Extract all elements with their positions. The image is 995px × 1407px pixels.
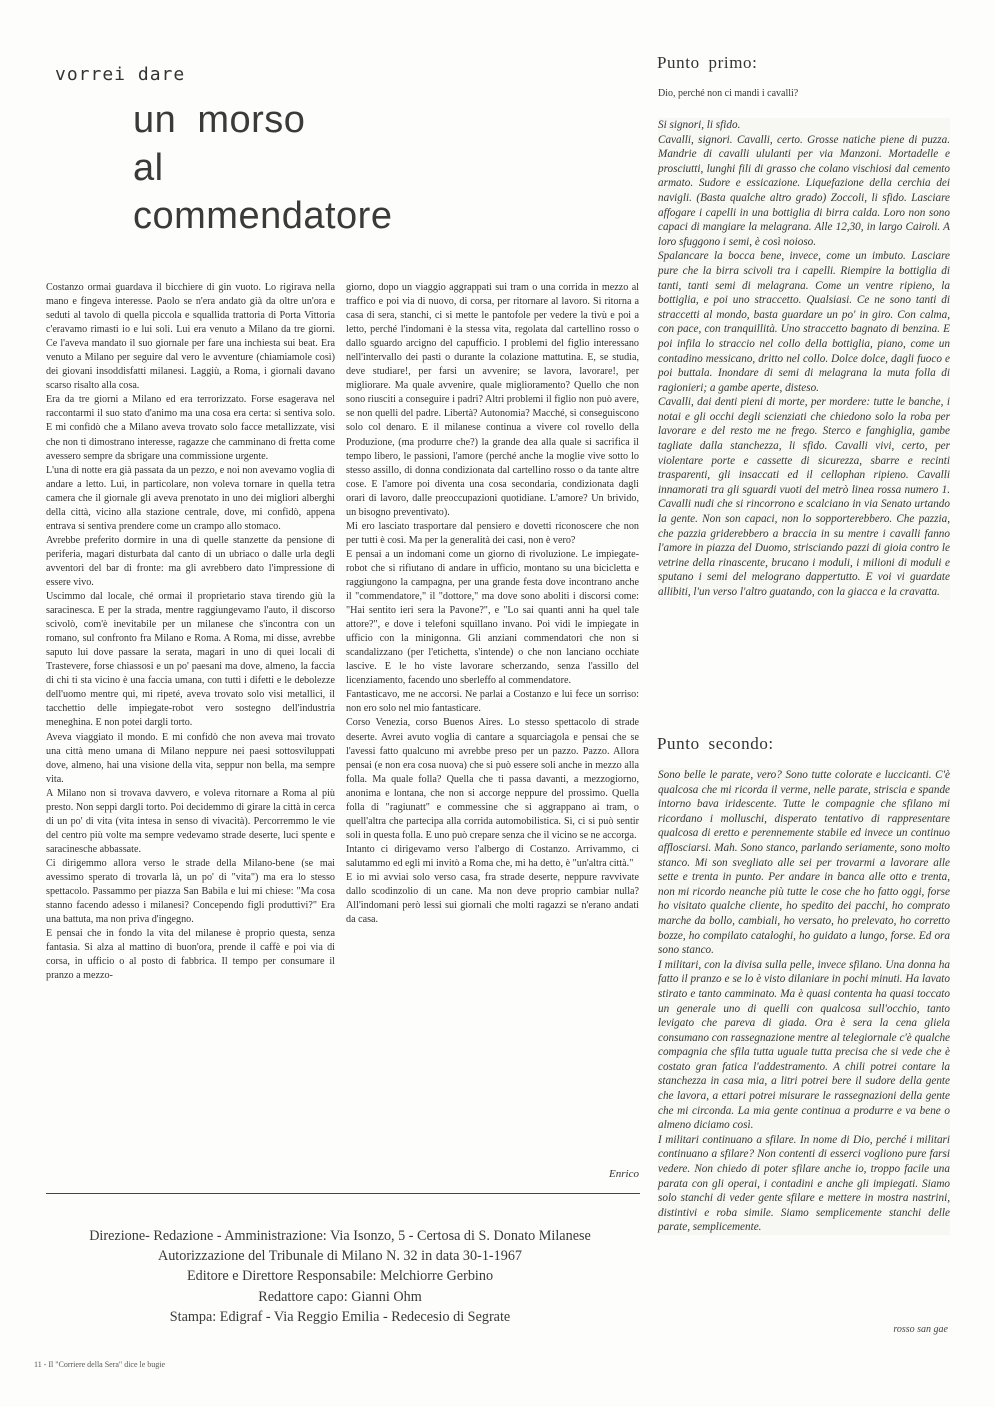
masthead-line: Redattore capo: Gianni Ohm: [258, 1288, 422, 1305]
section-subheading: Dio, perché non ci mandi i cavalli?: [658, 88, 799, 99]
article-paragraph: E pensai che in fondo la vita del milanese è proprio questa, senza fantasia. Si alza al mattino di buon'ora, prende il caffè e poi via di corsa, in ufficio o al posto di fabbrica. Il tempo per consumare il pranzo a mezzo-: [46, 928, 335, 982]
article-paragraph: L'una di notte era già passata da un pezzo, e noi non avevamo voglia di andare a letto. Lui, in particolare, non voleva tornare in quella tetra camera che il giornale gli aveva prenotato in uno dei migliori alberghi della città, vicino alla stazione centrale, dove, mi confidò, appena entrava si sentiva prendere come un crampo allo stomaco.: [46, 464, 335, 532]
sidebar-paragraph: Cavalli, dai denti pieni di morte, per mordere: tutte le banche, i notai e gli occhi degli scienziati che chiedono solo la roba per lavorare e del resto me ne frego. Sterco e fanghiglia, gambe tagliate dalla stanchezza, li sfido. Cavalli vivi, certo, per violentare porte e cassette di sicurezza, sbarre e recinti trasparenti, gli insaccati ed il cellophan ripieno. Cavalli innamorati tra gli sguardi vuoti del metrò linea rossa numero 1. Cavalli nudi che si rincorrono e scalciano in via Senato urtando la gente. Non son capaci, non lo sopporterebbero. Che pazzia, che pazzia griderebbero a braccia in su mentre i cavalli fanno l'amore in piazza del Duomo, strisciando pazzi di gioia contro le vetrine della rinascente, brucano i moduli, i milioni di moduli e sputano i semi del melograno dappertutto. E voi vi guardate allibiti, l'un verso l'altro guatando, con la giacca e la cravatta.: [658, 396, 950, 598]
masthead-credits: [40, 1226, 640, 1327]
sidebar-paragraph: Spalancare la bocca bene, invece, come un imbuto. Lasciare pure che la birra scivoli tra i capelli. Riempire la bottiglia di tanti, tanti semi di melagrana. Come un ventre ripieno, la bottiglia, e poi uno straccetto. Qualsiasi. Ce ne sono tanti di straccetti al mondo, basta guardare un po' in giro. Con calma, con pace, con tranquillità. Uno straccetto bagnato di benzina. E poi infila lo straccio nel collo della bottiglia, piano, come un contadino messicano, dritto nel collo. Dolce dolce, dagli fuoco e poi buttala. Inondare di semi di melagrana la muta folla di ragionieri; a gambe aperte, disteso.: [658, 250, 950, 394]
article-paragraph: Aveva viaggiato il mondo. E mi confidò che non aveva mai trovato una città meno umana di Milano neppure nei paesi sottosviluppati dove, almeno, hai una visione della vita, seppur non bella, ma sempre vita.: [46, 731, 335, 785]
sidebar-paragraph: Cavalli, signori. Cavalli, certo. Grosse natiche piene di puzza. Mandrie di cavalli ululanti per via Manzoni. Mortadelle e prosciutti, lunghi fili di grasso che colano vischiosi dal cemento armato. Sudore e essicazione. Liquefazione della cerchia dei navigli. (Basta qualche altro grado) Zoccoli, li sfido. Lasciare affogare i capelli in una bottiglia di birra calda. Loro non sono capaci di mangiare la melagrana. Alle 12,30, in largo Cairoli. A loro sfuggono i semi, è così noioso.: [658, 133, 950, 248]
article-column-middle: [346, 281, 639, 927]
masthead-line: Editore e Direttore Responsabile: Melchiorre Gerbino: [186, 1268, 494, 1285]
article-paragraph: Intanto ci dirigevamo verso l'albergo di Costanzo. Arrivammo, ci salutammo ed egli mi invitò a Roma che, mi ha detto, è "un'altra città.": [346, 843, 639, 869]
article-paragraph: Uscimmo dal locale, ché ormai il proprietario stava tirendo giù la saracinesca. E per la strada, mentre raggiungevamo l'auto, il discorso scivolò, com'è inevitabile per un milanese che s'incontra con un romano, sul confronto fra Milano e Roma. A Roma, mi disse, avrebbe saputo lui dove passare la serata, magari in uno di quei locali di Trastevere, forse chiassosi e un po' paesani ma dove, almeno, la faccia di chi ti sta vicino è una faccia umana, con tutti i difetti e le debolezze dell'uomo mentre qui, mi ripeté, aveva trovato solo visi metallici, il tacchettio delle impiegate-robot vero sostegno dell'industria meneghina. E non potei dargli torto.: [46, 591, 335, 729]
article-paragraph: Fantasticavo, me ne accorsi. Ne parlai a Costanzo e lui fece un sorriso: non ero solo nel mio fantasticare.: [346, 689, 639, 715]
section-heading-punto-primo: Punto primo:: [657, 53, 758, 72]
article-paragraph: A Milano non si trovava davvero, e voleva ritornare a Roma al più presto. Non seppi dargli torto. Poi decidemmo di girare la città in cerca di un po' di vita (vita intesa in senso di vivacità). Percorremmo le vie del centro più volte ma sempre vedevamo strade deserte, luci spente e saracinesche abbassate.: [46, 787, 335, 855]
article-paragraph: Avrebbe preferito dormire in una di quelle stanzette da pensione di periferia, magari disturbata dal canto di un ubriaco o dalle urla degli avventori del bar di fronte: ma gli avrebbero dato l'impressione di essere vivo.: [46, 534, 335, 588]
sidebar-signature: rosso san gae: [893, 1324, 948, 1335]
sidebar-section-1-text: [658, 118, 950, 600]
masthead-line: Autorizzazione del Tribunale di Milano N. 32 in data 30-1-1967: [157, 1248, 523, 1265]
sidebar-paragraph: I militari continuano a sfilare. In nome di Dio, perché i militari continuano a sfilare? Non contenti di esserci vogliono pure farsi vedere. Non chiedo di poter sfilare anche io, troppo facile una parata con gli operai, i contadini e anche gli impiegati. Siamo solo stanchi di veder gente sfilare e mettere in mostra nastrini, distintivi e roba simile. Siamo semplicemente stanchi delle parate, semplicemente.: [658, 1133, 950, 1234]
article-paragraph: E pensai a un indomani come un giorno di rivoluzione. Le impiegate-robot che si rifiutano di andare in ufficio, montano su una bicicletta e raggiungono la campagna, per una grande festa dove incontrano anche il "commendatore," il "dottore," ma dove sono aboliti i discorsi come: "Hai sentito ieri sera la Pavone?", e "Lo sai quanti anni ha quel tale attore?", e dove i telefoni squillano invano. Poi vidi le impiegate in ufficio con la minigonna. Gli anziani commendatori che non si scandalizzano (per l'etichetta, s'intende) o che non lanciano occhiate lascive. E le ho viste lavorare scherzando, senza l'assillo del licenziamento, facendo uno sberleffo al commendatore.: [346, 548, 639, 687]
headline-line-2: al: [133, 147, 164, 189]
masthead-line: Direzione- Redazione - Amministrazione: Via Isonzo, 5 - Certosa di S. Donato Milanese: [89, 1228, 591, 1244]
article-column-left: [46, 281, 335, 983]
sidebar-paragraph: Si signori, li sfido.: [658, 119, 741, 131]
sidebar-paragraph: I militari, con la divisa sulla pelle, invece sfilano. Una donna ha fatto il pranzo e se lo è visto dilaniare in pochi minuti. Ha lavato stirato e tanto camminato. Ma è quasi contenta ha quasi toccato un generale uno di quelli con qualcosa sull'occhio, tanto levigato che pareva di giada. Ora è sera la cena gliela consumano con rassegnazione mentre al telegiornale c'è qualche compagnia che sfila tutta uguale tutta precisa che si vede che è costato gran fatica l'addestramento. A chili potrei contare la stanchezza in casa mia, a litri potrei bere il sudore della gente che lavora, a ettari potrei misurare le rassegnazioni della gente che mi circonda. La mia gente continua a produrre e va bene o almeno diciamo così.: [658, 958, 950, 1132]
article-paragraph: Mi ero lasciato trasportare dal pensiero e dovetti riconoscere che non per tutti è così. Ma per la generalità dei casi, non è vero?: [346, 520, 639, 546]
article-signature: Enrico: [609, 1168, 639, 1180]
sidebar-section-2-text: [658, 768, 950, 1235]
article-paragraph: Era da tre giorni a Milano ed era terrorizzato. Forse esagerava nel raccontarmi il suo stato d'animo ma una cosa era certa: si sentiva solo. E mi confidò che a Milano aveva trovato solo facce metallizzate, visi che non ti dimostrano interesse, ragazze che camminano di fretta come avessero sempre da sbrigare una commissione urgente.: [46, 394, 335, 462]
article-paragraph: Costanzo ormai guardava il bicchiere di gin vuoto. Lo rigirava nella mano e fingeva interesse. Paolo se n'era andato già da oltre un'ora e seduti al tavolo di quella piccola e squallida trattoria di Porta Vittoria c'eravamo rimasti io e lui soli. Lui era venuto a Milano da tre giorni. Ce l'aveva mandato il suo giornale per fare una inchiesta sui beat. Era venuto a Milano per seguire dal vero le avventure (chiamiamole così) dei giovani insoddisfatti milanesi. Laggiù, a Roma, i giornali davano scarso risalto alla cosa.: [46, 282, 335, 392]
article-kicker: vorrei dare: [55, 64, 186, 85]
masthead-line: Stampa: Edigraf - Via Reggio Emilia - Redecesio di Segrate: [169, 1308, 511, 1325]
article-paragraph: Corso Venezia, corso Buenos Aires. Lo stesso spettacolo di strade deserte. Avrei avuto voglia di cantare a squarciagola e pensai che se l'avessi fatto qualcuno mi avrebbe preso per un pazzo. Pazzo. Allora pensai (e non era cosa nuova) che si può essere soli anche in mezzo alla folla. Ma quale folla? Quella che ti passa davanti, a mezzogiorno, anonima e lontana, che non si accorge neppure del prossimo. Quella folla di "ragiunatt" e commessine che si aggrappano ai tram, o quell'altra che partecipa alla corrida automobilistica. Sì, ci si può sentir soli in questa folla. E uno può crepare senza che il vicino se ne accorga.: [346, 717, 639, 841]
article-paragraph: giorno, dopo un viaggio aggrappati sui tram o una corrida in mezzo al traffico e poi via di nuovo, di corsa, per ritornare al lavoro. Si ritorna a casa di sera, stanchi, ci si mette le pantofole per vedere la tivù e poi a letto, perché l'indomani è la stessa vita, regolata dal cartellino rosso o dallo sguardo arcigno del capufficio. I problemi del figlio interessano nell'intervallo dei pasti o durante la colazione mattutina. E, se studia, deve studiare!, per farsi un avvenire; se lavora, lavorare!, per migliorare. Ma quale avvenire, quale miglioramento? Quello che non sono riusciti a conseguire i padri? Altri problemi il figlio non può avere, se non quelli del padre. Libertà? Autonomia? Macché, si conseguiscono solo col denaro. E il milanese continua a vivere col rovello della Produzione, (ma produrre che?) la grande dea alla quale si sacrifica il tempo libero, le passioni, l'amore (perché anche la moglie vive sotto lo stesso assillo, di donna condizionata dal cartellino rosso o da tante altre cose. E l'amore poi diventa una cosa secondaria, condizionata dagli orari di lavoro, dalle preoccupazioni quotidiane. L'amore? Un brivido, un bisogno preventivato).: [346, 282, 639, 518]
article-paragraph: E io mi avviai solo verso casa, fra strade deserte, neppure ravvivate dallo scodinzolio di un cane. Ma non deve proprio cambiar nulla? All'indomani però lessi sui giornali che molti ragazzi se n'erano andati da casa.: [346, 871, 639, 926]
sidebar-paragraph: Sono belle le parate, vero? Sono tutte colorate e luccicanti. C'è qualcosa che mi ricorda il verme, nelle parate, striscia e spande intorno bava iridescente. Tutte le compagnie che sfilano mi ricordano i molluschi, disperato tentativo di rappresentare qualcosa di eretto e perennemente stabile ed invece un continuo afflosciarsi. Mah. Sono stanco, parlando seriamente, sono molto stanco. Mi son svegliato alle sei per trovarmi a lavorare alle sette e trenta in punto. Per andare in banca alle otto e trenta, non mi ricordo neanche più tutte le cose che ho fatto oggi, forse ho visitato qualche cliente, ho spedito dei pacchi, ho comprato marche da bollo, cambiali, ho versato, ho prelevato, ho corretto bozze, ho compilato cataloghi, ho guidato a lungo, forse. Ed ora sono stanco.: [658, 769, 950, 957]
article-headline: [133, 96, 392, 240]
horizontal-divider: [46, 1193, 640, 1194]
section-heading-punto-secondo: Punto secondo:: [657, 734, 774, 753]
headline-line-3: commendatore: [133, 195, 393, 237]
headline-line-1: un morso: [133, 99, 306, 141]
page-folio: 11 - Il "Corriere della Sera" dice le bugie: [34, 1360, 166, 1369]
article-paragraph: Ci dirigemmo allora verso le strade della Milano-bene (se mai avessimo sperato di trovarla là, un po' di "vita") ma era lo stesso spettacolo. Passammo per piazza San Babila e lui mi chiese: "Ma cosa stanno facendo adesso i milanesi? Concependo figli produttivi?" Era una battuta, ma non priva d'ingegno.: [46, 857, 335, 926]
